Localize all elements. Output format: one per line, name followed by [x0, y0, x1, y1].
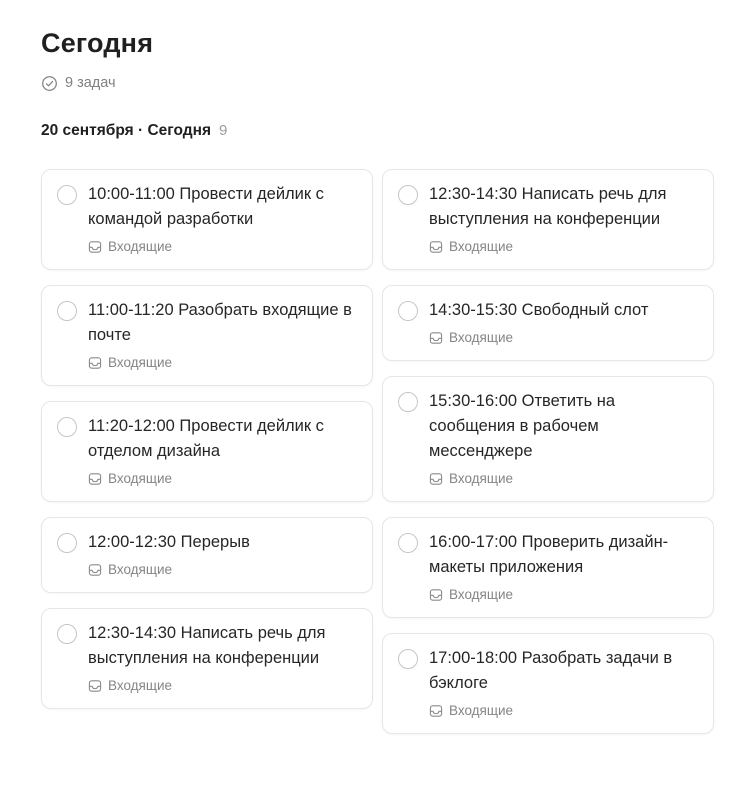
task-checkbox[interactable]	[57, 624, 77, 644]
inbox-icon	[429, 331, 443, 345]
task-checkbox[interactable]	[398, 392, 418, 412]
project-name: Входящие	[449, 471, 514, 486]
task-count-label: 9 задач	[65, 75, 116, 91]
inbox-icon	[88, 356, 102, 370]
inbox-icon	[88, 472, 102, 486]
task-project-label	[57, 469, 357, 489]
inbox-icon	[429, 472, 443, 486]
task-project-label	[398, 701, 698, 721]
inbox-icon	[88, 240, 102, 254]
task-card[interactable]	[41, 608, 373, 709]
task-title: 15:30-16:00 Ответить на сообщения в рабочем мессенджере	[429, 392, 616, 460]
task-project-label	[398, 585, 698, 605]
task-project-label	[398, 469, 698, 489]
task-project-label	[57, 353, 357, 373]
task-board	[41, 169, 714, 734]
project-name: Входящие	[449, 703, 514, 718]
inbox-icon	[88, 679, 102, 693]
task-title: 16:00-17:00 Проверить дизайн-макеты приложения	[429, 533, 669, 576]
task-project-label	[398, 237, 698, 257]
section-header[interactable]	[41, 122, 714, 141]
task-card[interactable]	[41, 169, 373, 270]
task-title: 11:20-12:00 Провести дейлик с отделом дизайна	[88, 417, 324, 460]
project-name: Входящие	[449, 239, 514, 254]
project-name: Входящие	[449, 330, 514, 345]
task-title: 17:00-18:00 Разобрать задачи в бэклоге	[429, 649, 673, 692]
task-card[interactable]	[41, 285, 373, 386]
task-card[interactable]	[382, 517, 714, 618]
task-title: 14:30-15:30 Свободный слот	[429, 301, 649, 319]
inbox-icon	[88, 563, 102, 577]
task-title: 12:30-14:30 Написать речь для выступления на конференции	[429, 185, 667, 228]
project-name: Входящие	[449, 587, 514, 602]
project-name: Входящие	[108, 562, 173, 577]
inbox-icon	[429, 240, 443, 254]
page-title: Сегодня	[41, 28, 154, 58]
task-checkbox[interactable]	[57, 533, 77, 553]
task-card[interactable]	[382, 376, 714, 502]
task-project-label	[57, 237, 357, 257]
task-checkbox[interactable]	[57, 301, 77, 321]
task-project-label	[57, 676, 357, 696]
section-title: 20 сентября · Сегодня	[41, 122, 212, 139]
task-title: 10:00-11:00 Провести дейлик с командой разработки	[88, 185, 324, 228]
task-project-label	[57, 560, 357, 580]
task-checkbox[interactable]	[398, 533, 418, 553]
board-column-1	[41, 169, 373, 734]
task-title: 11:00-11:20 Разобрать входящие в почте	[88, 301, 352, 344]
task-title: 12:00-12:30 Перерыв	[88, 533, 250, 551]
task-checkbox[interactable]	[398, 649, 418, 669]
inbox-icon	[429, 588, 443, 602]
task-card[interactable]	[41, 517, 373, 593]
task-checkbox[interactable]	[57, 417, 77, 437]
check-circle-icon	[41, 75, 58, 92]
section-task-count: 9	[219, 122, 228, 139]
board-column-2	[382, 169, 714, 734]
task-project-label	[398, 328, 698, 348]
project-name: Входящие	[108, 239, 173, 254]
task-card[interactable]	[382, 633, 714, 734]
task-checkbox[interactable]	[398, 301, 418, 321]
project-name: Входящие	[108, 471, 173, 486]
task-checkbox[interactable]	[398, 185, 418, 205]
project-name: Входящие	[108, 678, 173, 693]
project-name: Входящие	[108, 355, 173, 370]
task-card[interactable]	[382, 169, 714, 270]
inbox-icon	[429, 704, 443, 718]
task-title: 12:30-14:30 Написать речь для выступления на конференции	[88, 624, 326, 667]
task-card[interactable]	[41, 401, 373, 502]
task-checkbox[interactable]	[57, 185, 77, 205]
task-count	[41, 73, 714, 93]
task-card[interactable]	[382, 285, 714, 361]
